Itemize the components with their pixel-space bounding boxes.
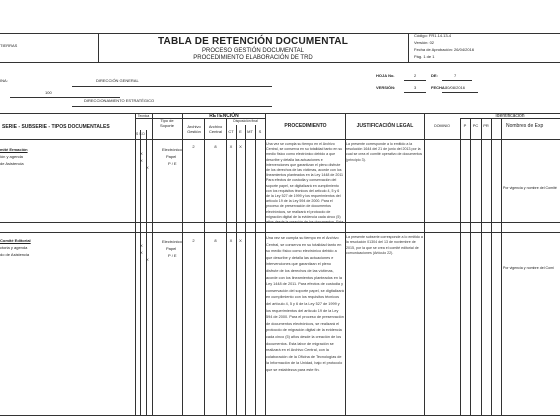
col-e: E — [239, 129, 242, 134]
file-name: Por vigencia y nombre del Comi — [503, 266, 554, 270]
soporte-value: Electrónico — [162, 239, 182, 244]
office-label: INA: — [0, 78, 8, 83]
procedure-subtitle: PROCEDIMIENTO ELABORACIÓN DE TRD — [193, 55, 313, 61]
x-mark: X — [146, 165, 149, 170]
procedure-text: Una vez se cumpla su tiempo en el Archivo Central, se conserva en su totalidad tanto en su medio físico como electrónico debido a que describe y detalla las actuaciones e intervenciones que garantizan el pleno disfrute de los derechos de las víctimas, acorde con los lineamientos planteados en la Ley 1448 de 2011. Para efectos de custodia y conservación del soporte papel, se digitalizará en cumplimiento con los requisitos técnicos del artículo 4, 5 y 6 de la Ley 527 de 1999 y los requerimientos del artículo 19 de la Ley 594 de 2000. Para el proceso de preservación de documentos electrónicos, se realizará el protocolo de migración digital de la evidencia cada cinco (5) años desde la creación de los documentos. Esta labor de migración se realizará en el Archivo Central, con la colaboración de la Oficina de Tecnologías de la Información de la Unidad, bajo el protocolo que se establezca para este fin. — [266, 236, 344, 372]
x-mark: X — [146, 257, 149, 262]
ct-mark: X — [229, 144, 233, 149]
page-title: TABLA DE RETENCIÓN DOCUMENTAL — [157, 36, 349, 47]
legal-justification: La presente corresponde a lo emitido a la resolución 1644 del 21 de junio del 2013 por la cual se crea el comité operativo de documentos (principio 3). — [346, 142, 423, 162]
sheet-label: HOJA No. — [376, 73, 395, 78]
x-mark: X — [140, 151, 143, 156]
version-label: VERSIÓN: — [376, 85, 396, 90]
col-series-header: SERIE - SUBSERIE - TIPOS DOCUMENTALES — [2, 124, 110, 130]
office-code: 100 — [45, 90, 52, 95]
col-disposicion-header: Disposición final — [233, 119, 258, 123]
sheet-value: 2 — [414, 73, 417, 78]
col-procedimiento-header: PROCEDIMIENTO — [284, 123, 327, 129]
archivo-central-value: 8 — [214, 238, 217, 243]
doc-code: Código: FR1.14.13-4 — [414, 33, 452, 38]
sheet-of-label: DE: — [431, 73, 438, 78]
sheet-of-value: 7 — [454, 73, 457, 78]
col-s: S — [258, 129, 262, 134]
direction-value: DIRECCIONAMIENTO ESTRATÉGICO — [84, 98, 155, 103]
soporte-value: Papel — [166, 246, 177, 251]
col-archivo-central: Archivo Central — [208, 125, 223, 134]
col-identificacion-header: Identificación — [495, 113, 525, 119]
e-mark: X — [239, 238, 242, 243]
archivo-central-value: 8 — [214, 144, 217, 149]
row-item: ctoria y agenda — [0, 245, 28, 250]
x-mark: X — [140, 250, 143, 255]
col-tecnica-header: Tecnica — [137, 114, 150, 118]
procedure-text: Una vez se cumpla su tiempo en el Archivo Central, se conserva en su totalidad tanto en su medio físico como electrónico debido a que describe y detalla las actuaciones e intervenciones que garantizan el pleno disfrute de los derechos de las víctimas, acorde con los lineamientos planteados en la Ley 1448 de 2011 Para efectos de custodia y conservación del soporte papel, se digitalizará en cumplimiento con los requisitos técnicos del artículo 4, 5 y 6 de la Ley 527 de 1999 y los requerimientos del artículo 19 de la Ley 594 de 2000. Para el proceso de preservación de documentos electrónicos, se realizará el protocolo de migración digital de la evidencia cada cinco (5) — [266, 142, 344, 219]
header-left-small: TIERRAS — [0, 43, 18, 48]
row-item: de Asistencia — [0, 161, 24, 166]
col-dominio: DOMINIO — [434, 124, 450, 128]
page-count: Pág. 1 de 1 — [414, 54, 435, 59]
date-label: FECHA: — [431, 85, 447, 90]
col-p: P — [463, 123, 467, 128]
archivo-gestion-value: 2 — [192, 238, 195, 243]
legal-justification: La presente subserie corresponde a lo emitido a la resolución 01304 del 13 de noviembre de 2015, por la que se crea el comité editorial de comunicaciones (Artículo 22). — [346, 235, 423, 256]
row-title: Comité Editorial — [0, 238, 31, 243]
col-nombres-header: Nombres de Exp — [506, 123, 544, 129]
approval-date: Fecha de Aprobación: 26/04/2016 — [414, 47, 475, 52]
row-title: mité Ermación — [0, 147, 28, 152]
process-subtitle: PROCESO GESTIÓN DOCUMENTAL — [202, 48, 304, 54]
col-archivo-gestion: Archivo Gestión — [187, 125, 201, 134]
ct-mark: X — [229, 238, 233, 243]
col-retencion-header: RETENCIÓN — [209, 113, 239, 119]
e-mark: X — [239, 144, 242, 149]
col-soporte-header: Tipo de Soporte — [159, 119, 174, 128]
doc-version: Versión: 02 — [414, 40, 435, 45]
col-pc: PC — [472, 123, 479, 128]
col-justificacion-header: JUSTIFICACIÓN LEGAL — [356, 123, 414, 129]
col-ssd-header: S S D — [136, 132, 145, 136]
soporte-value: P / E — [168, 161, 177, 166]
col-pr: PR — [483, 123, 489, 128]
x-mark: X — [140, 158, 143, 163]
soporte-value: Papel — [166, 154, 177, 159]
archivo-gestion-value: 2 — [192, 144, 195, 149]
office-value: DIRECCIÓN GENERAL — [96, 78, 139, 83]
soporte-value: Electrónico — [162, 147, 182, 152]
row-item: ión y agenda — [0, 154, 23, 159]
date-value: 30/08/2016 — [445, 85, 466, 90]
row-item: do de Asistencia — [0, 252, 30, 257]
col-mt: MT — [247, 129, 253, 134]
soporte-value: P / E — [168, 253, 177, 258]
col-ct: CT — [228, 129, 234, 134]
version-value: 3 — [414, 85, 417, 90]
file-name: Por vigencia y nombre del Comité — [503, 186, 557, 190]
x-mark: X — [140, 243, 143, 248]
